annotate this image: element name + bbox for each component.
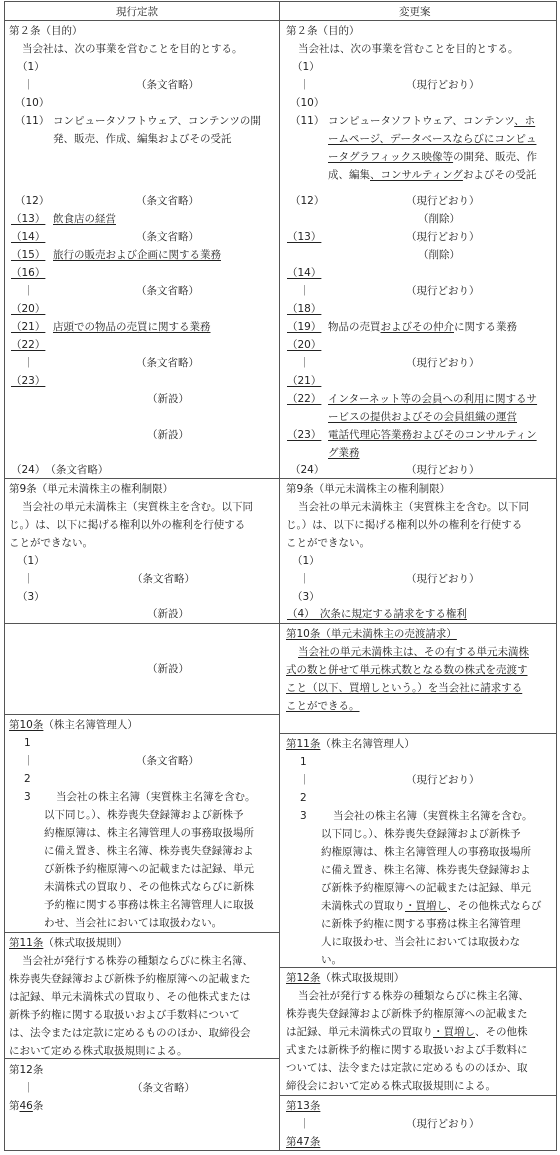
item-text: （24） （条文省略） <box>11 464 109 476</box>
article-title: 第46条 <box>9 1100 44 1112</box>
article-text: は記録、単元未満株式の買取り、その他株式または <box>9 991 251 1003</box>
article-number: 第11条 <box>9 937 44 949</box>
paragraph-number: 1 <box>24 737 31 749</box>
item-number: （21） <box>287 375 322 387</box>
article-title: 第9条（単元未満株主の権利制限） <box>9 483 174 495</box>
article-title: 第9条（単元未満株主の権利制限） <box>286 483 451 495</box>
new-provision-note: （新設） <box>147 393 189 405</box>
paragraph-text: 約権原簿は、株主名簿管理人の事務取扱場所 <box>321 846 531 858</box>
article-number: 第10条 <box>9 719 44 731</box>
item-number: （13） <box>287 231 322 243</box>
paragraph-text: 以下同じ。）、株券喪失登録簿および新株予 <box>44 809 244 821</box>
paragraph-text: び新株予約権原簿への記載または記録、単元 <box>321 882 531 894</box>
article-title: 第10条（単元未満株主の売渡請求） <box>286 628 457 640</box>
item-number: （11） <box>290 115 325 127</box>
item-number: （18） <box>287 303 322 315</box>
same-as-current-note: （現行どおり） <box>406 285 480 297</box>
article-text: 式の数と併せて単元株式数となる数の株式を売渡す <box>286 664 528 676</box>
article-text: は、法令または定款に定めるもののほか、取締役会 <box>9 1027 251 1039</box>
row-divider <box>4 932 280 933</box>
item-text: 物品の売買およびその仲介に関する業務 <box>328 321 517 333</box>
article-text: ことができる。 <box>286 700 360 712</box>
article-title: 第13条 <box>286 1100 321 1112</box>
same-as-current-note: （現行どおり） <box>406 357 480 369</box>
article-number: 第11条 <box>286 738 321 750</box>
item-number: （19） <box>287 321 322 333</box>
paragraph-text: 未満株式の買取り、その他株式ならびに新株 <box>44 881 254 893</box>
row-divider <box>4 714 280 715</box>
item-number: （22） <box>11 339 46 351</box>
article-title <box>286 735 415 753</box>
item-number: （21） <box>11 321 46 333</box>
item-number: （10） <box>15 97 50 109</box>
article-text: ことができない。 <box>9 537 93 549</box>
omitted-note: （条文省略） <box>136 357 199 369</box>
item-text: コンピュータソフトウェア、コンテンツの開 <box>53 115 261 127</box>
deleted-note: （削除） <box>418 213 460 225</box>
article-text: 当会社の単元未満株主（実質株主を含む。以下同 <box>298 501 529 513</box>
paragraph-text: 人に取扱わせ、当会社においては取扱わな <box>321 936 521 948</box>
article-number: 第12条 <box>286 972 321 984</box>
article-text: 株券喪失登録簿および新株予約権原簿への記載また <box>286 1008 528 1020</box>
item-number: （11） <box>15 115 50 127</box>
article-title <box>9 934 127 952</box>
range-bar: ｜ <box>299 285 310 297</box>
new-provision-note: （新設） <box>147 608 189 620</box>
omitted-note: （条文省略） <box>132 1082 195 1094</box>
paragraph-text: び新株予約権原簿への記載または記録、単元 <box>44 863 254 875</box>
item-text: 飲食店の経営 <box>53 213 116 225</box>
paragraph-text: 当会社の株主名簿（実質株主名簿を含む。 <box>56 791 256 803</box>
article-heading: （株主名簿管理人） <box>43 719 138 731</box>
article-title: 第２条（目的） <box>286 25 360 37</box>
range-bar: ｜ <box>23 573 34 585</box>
item-number: （22） <box>287 393 322 405</box>
article-heading: （株主名簿管理人） <box>320 738 415 750</box>
item-number: （10） <box>290 97 325 109</box>
item-number: （3） <box>17 591 45 603</box>
paragraph-number: 1 <box>300 756 307 768</box>
paragraph-number: 2 <box>24 773 31 785</box>
item-number: （20） <box>287 339 322 351</box>
article-text: じ。）は、以下に掲げる権利以外の権利を行使する <box>9 519 246 531</box>
same-as-current-note: （現行どおり） <box>406 231 480 243</box>
range-bar: ｜ <box>299 573 310 585</box>
item-text: 発、販売、作成、編集およびその受託 <box>53 133 232 145</box>
paragraph-text: わせ、当会社においては取扱わない。 <box>44 917 223 929</box>
omitted-note: （条文省略） <box>136 755 199 767</box>
item-number: （3） <box>292 591 320 603</box>
article-text: 当会社の単元未満株主は、その有する単元未満株 <box>298 646 529 658</box>
item-number: （1） <box>292 555 320 567</box>
article-text: 当会社が発行する株券の種類ならびに株主名簿、 <box>298 990 529 1002</box>
item-number: （24） <box>290 464 325 476</box>
article-text: において定める株式取扱規則による。 <box>9 1045 188 1057</box>
item-text: 電話代理応答業務およびそのコンサルティン <box>328 429 537 441</box>
article-title: 第12条 <box>9 1064 44 1076</box>
header-proposed: 変更案 <box>399 6 431 18</box>
same-as-current-note: （現行どおり） <box>406 573 480 585</box>
paragraph-text: に備え置き、株主名簿、株券喪失登録簿およ <box>44 845 254 857</box>
item-number: （23） <box>11 375 46 387</box>
same-as-current-note: （現行どおり） <box>406 464 480 476</box>
item-text: 成、編集、コンサルティングおよびその受託 <box>328 169 537 181</box>
same-as-current-note: （現行どおり） <box>406 79 480 91</box>
paragraph-text: 未満株式の買取り・買増し、その他株式ならび <box>321 900 542 912</box>
article-text: 新株予約権に関する取扱いおよび手数料について <box>9 1009 240 1021</box>
omitted-note: （条文省略） <box>136 79 199 91</box>
same-as-current-note: （現行どおり） <box>406 195 480 207</box>
range-bar: ｜ <box>23 755 34 767</box>
item-number: （1） <box>17 61 45 73</box>
article-text: じ。）は、以下に掲げる権利以外の権利を行使する <box>286 519 523 531</box>
range-bar: ｜ <box>23 79 34 91</box>
row-divider <box>280 623 557 624</box>
same-as-current-note: （現行どおり） <box>406 1118 480 1130</box>
range-bar: ｜ <box>299 774 310 786</box>
article-text: 株券喪失登録簿および新株予約権原簿への記載また <box>9 973 251 985</box>
item-number: （16） <box>11 267 46 279</box>
range-bar: ｜ <box>299 79 310 91</box>
omitted-note: （条文省略） <box>136 231 199 243</box>
article-text: 当会社は、次の事業を営むことを目的とする。 <box>298 43 519 55</box>
item-number: （1） <box>292 61 320 73</box>
row-divider <box>280 1095 557 1096</box>
article-text: 式または新株予約権に関する取扱いおよび手数料に <box>286 1044 528 1056</box>
paragraph-text: い。 <box>321 954 342 966</box>
article-text: こと（以下、買増しという。）を当会社に請求する <box>286 682 523 694</box>
column-divider <box>279 1 280 1151</box>
item-text: ービスの提供およびその会員組織の運営 <box>328 411 517 423</box>
item-text: ームページ、データベースならびにコンピュ <box>328 133 537 145</box>
article-title: 第２条（目的） <box>9 25 83 37</box>
range-bar: ｜ <box>23 1082 34 1094</box>
article-title: 第47条 <box>286 1136 321 1148</box>
paragraph-text: に備え置き、株主名簿、株券喪失登録簿およ <box>321 864 531 876</box>
item-number: （12） <box>15 195 50 207</box>
article-text: 当会社の単元未満株主（実質株主を含む。以下同 <box>22 501 253 513</box>
omitted-note: （条文省略） <box>136 195 199 207</box>
article-text: 当会社は、次の事業を営むことを目的とする。 <box>22 43 243 55</box>
item-number: （13） <box>11 213 46 225</box>
new-provision-note: （新設） <box>147 663 189 675</box>
item-text: コンピュータソフトウェア、コンテンツ、ホ <box>328 115 536 127</box>
paragraph-number: 3 <box>24 791 31 803</box>
item-text: グ業務 <box>328 447 360 459</box>
range-bar: ｜ <box>299 1118 310 1130</box>
article-text: 締役会において定める株式取扱規則による。 <box>286 1080 496 1092</box>
article-title <box>286 969 404 987</box>
paragraph-number: 3 <box>300 810 307 822</box>
item-text: インターネット等の会員への利用に関するサ <box>328 393 538 405</box>
article-text: は記録、単元未満株式の買取り・買増し、その他株 <box>286 1026 528 1038</box>
row-divider <box>280 733 557 734</box>
article-heading: （株式取扱規則） <box>43 937 128 949</box>
item-number: （14） <box>287 267 322 279</box>
same-as-current-note: （現行どおり） <box>406 774 480 786</box>
article-heading: （株式取扱規則） <box>320 972 405 984</box>
paragraph-number: 2 <box>300 792 307 804</box>
range-bar: ｜ <box>23 357 34 369</box>
article-text: ついては、法令または定款に定めるもののほか、取 <box>286 1062 528 1074</box>
omitted-note: （条文省略） <box>132 573 195 585</box>
article-title <box>9 716 138 734</box>
item-number: （14） <box>11 231 46 243</box>
paragraph-text: 当会社の株主名簿（実質株主名簿を含む。 <box>333 810 533 822</box>
new-provision-note: （新設） <box>147 429 189 441</box>
paragraph-text: 予約権に関する事務は株主名簿管理人に取扱 <box>44 899 254 911</box>
header-current: 現行定款 <box>116 6 158 18</box>
item-text: ータグラフィックス映像等の開発、販売、作 <box>328 151 538 163</box>
article-text: ことができない。 <box>286 537 370 549</box>
range-bar: ｜ <box>299 357 310 369</box>
paragraph-text: に新株予約権に関する事務は株主名簿管理 <box>321 918 521 930</box>
item-text: （4） 次条に規定する請求をする権利 <box>287 608 467 620</box>
table-header <box>4 1 557 21</box>
article-text: 当会社が発行する株券の種類ならびに株主名簿、 <box>22 955 253 967</box>
item-text: 店頭での物品の売買に関する業務 <box>53 321 211 333</box>
item-number: （20） <box>11 303 46 315</box>
range-bar: ｜ <box>23 285 34 297</box>
item-number: （1） <box>17 555 45 567</box>
item-text: 旅行の販売および企画に関する業務 <box>53 249 221 261</box>
row-divider <box>4 623 280 624</box>
item-number: （15） <box>11 249 46 261</box>
deleted-note: （削除） <box>418 249 460 261</box>
paragraph-text: 以下同じ。）、株券喪失登録簿および新株予 <box>321 828 521 840</box>
paragraph-text: 約権原簿は、株主名簿管理人の事務取扱場所 <box>44 827 254 839</box>
article-number: 46 <box>19 1100 33 1112</box>
item-number: （12） <box>290 195 325 207</box>
item-number: （23） <box>287 429 322 441</box>
omitted-note: （条文省略） <box>136 285 199 297</box>
